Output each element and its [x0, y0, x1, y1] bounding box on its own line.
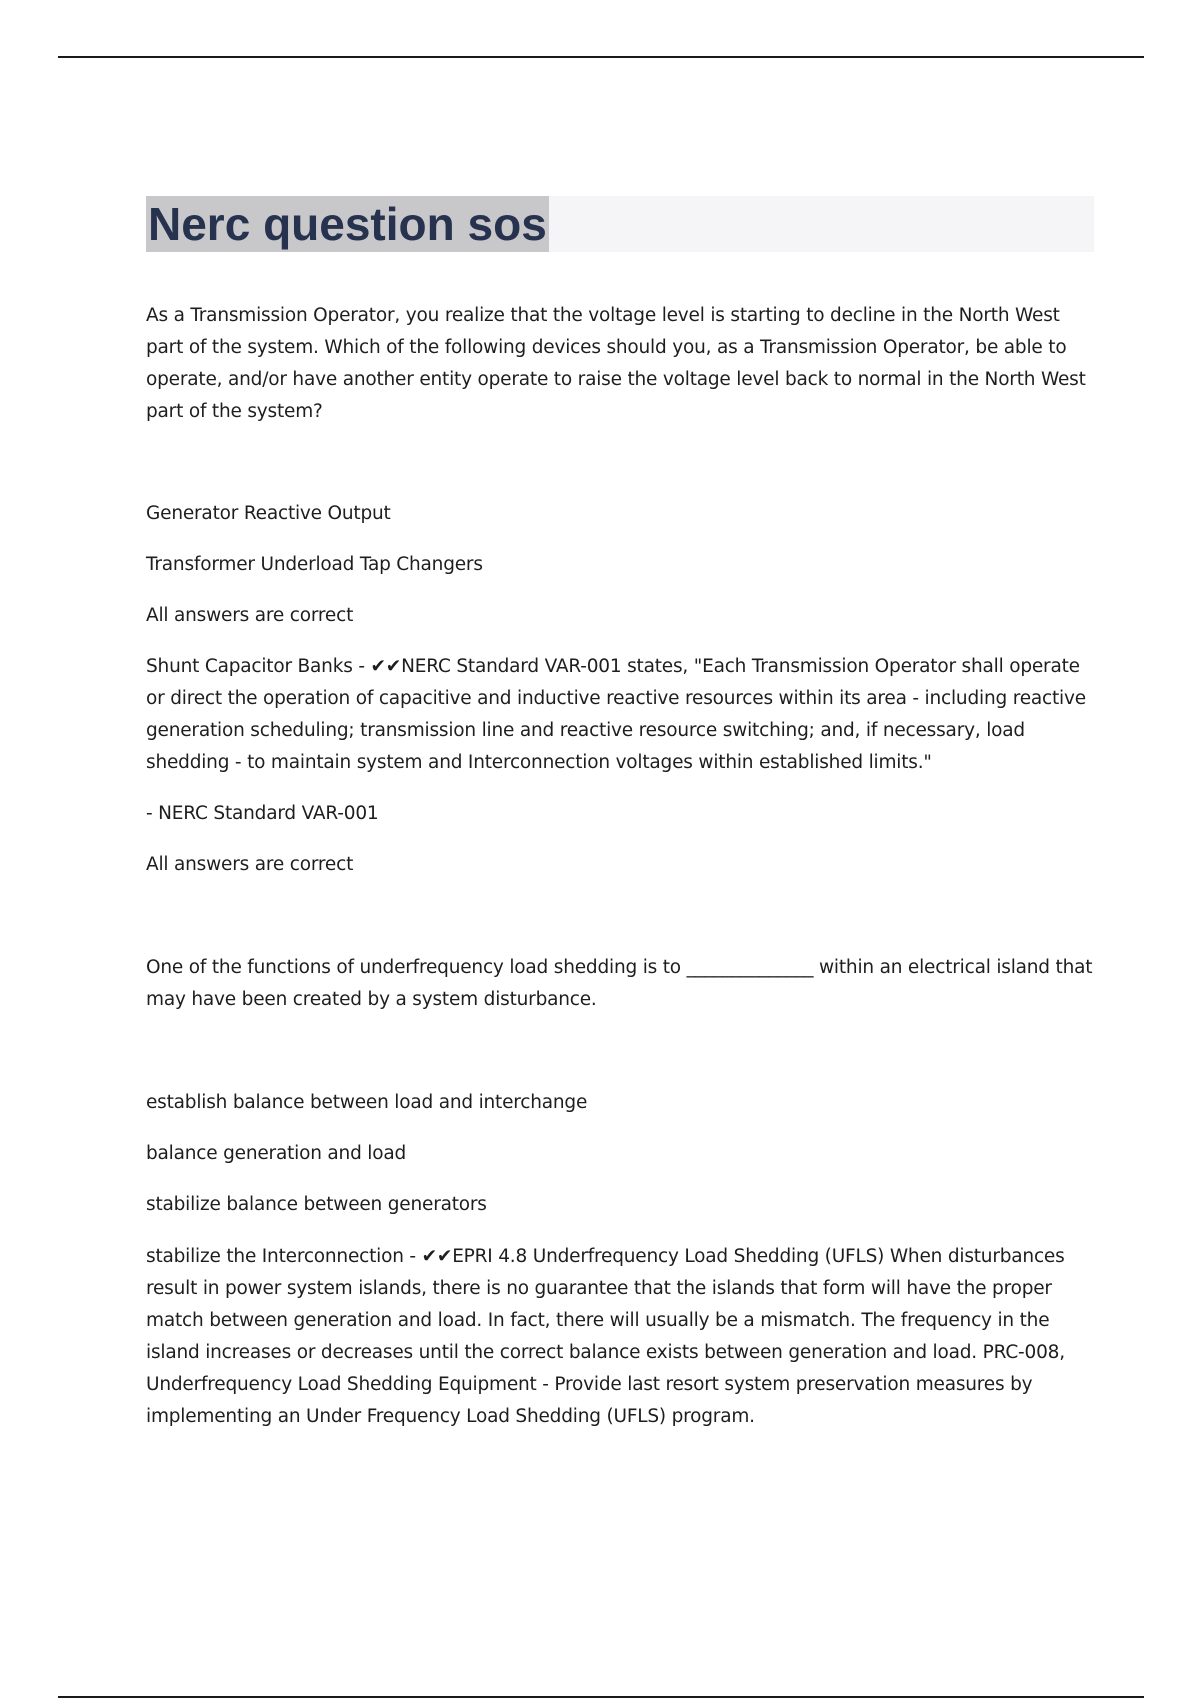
question-2-option-3: stabilize balance between generators	[146, 1194, 487, 1215]
question-1-reference: - NERC Standard VAR-001	[146, 803, 379, 824]
question-1-answer: Shunt Capacitor Banks - ✔✔NERC Standard VAR-001 states, "Each Transmission Operator shall operate or direct the operation of capacitive and inductive reactive resources within its area - including reactive generation scheduling; transmission line and reactive resource switching; and, if necessary, load shedding - to maintain system and Interconnection voltages within established limits."	[146, 656, 1086, 773]
question-1-text: As a Transmission Operator, you realize that the voltage level is starting to decline in the North West part of the system. Which of the following devices should you, as a Transmission Operator, be able to operate, and/or have another entity operate to raise the voltage level back to normal in the North West part of the system?	[146, 305, 1086, 422]
question-1-trailing: All answers are correct	[146, 854, 354, 875]
question-2-answer: stabilize the Interconnection - ✔✔EPRI 4.8 Underfrequency Load Shedding (UFLS) When disturbances result in power system islands, there is no guarantee that the islands that form will have the proper match between generation and load. In fact, there will usually be a mismatch. The frequency in the island increases or decreases until the correct balance exists between generation and load. PRC-008, Underfrequency Load Shedding Equipment - Provide last resort system preservation measures by implementing an Under Frequency Load Shedding (UFLS) program.	[146, 1246, 1065, 1427]
question-2-option-1: establish balance between load and interchange	[146, 1092, 588, 1113]
question-2-option-2: balance generation and load	[146, 1143, 407, 1164]
question-1-option-3: All answers are correct	[146, 605, 354, 626]
page-title: Nerc question sos	[148, 198, 547, 250]
footer-rule	[58, 1696, 1144, 1698]
question-1-option-2: Transformer Underload Tap Changers	[146, 554, 483, 575]
header-rule	[58, 56, 1144, 58]
question-2-text: One of the functions of underfrequency load shedding is to ______________ within an electrical island that may have been created by a system disturbance.	[146, 957, 1093, 1010]
question-1-option-1: Generator Reactive Output	[146, 503, 391, 524]
